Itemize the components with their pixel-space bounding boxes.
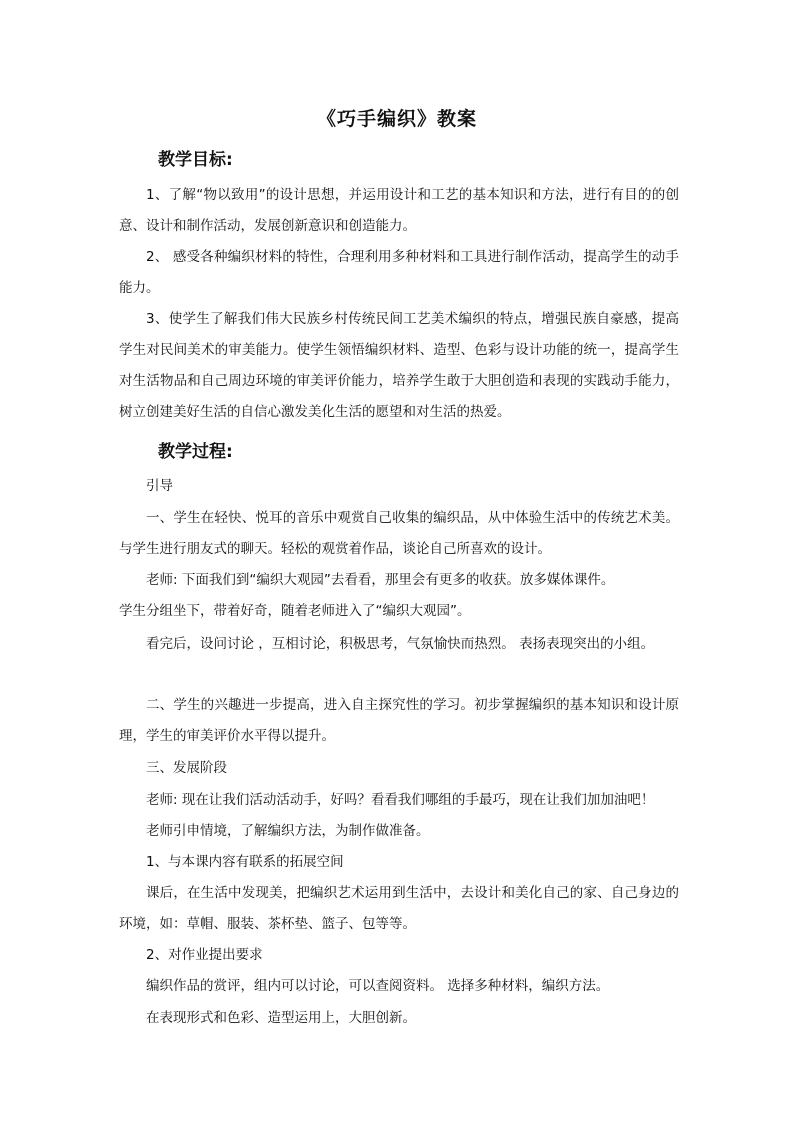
- extension-title: 1、与本课内容有联系的拓展空间: [146, 854, 344, 870]
- requirement-line-2: 在表现形式和色彩、造型运用上，大胆创新。: [146, 1010, 416, 1026]
- heading-teaching-goals: 教学目标:: [158, 150, 233, 170]
- step-2: 二、学生的兴趣进一步提高，进入自主探究性的学习。初步掌握编织的基本知识和设计原理，学生的审美评价水平得以提升。: [119, 697, 679, 744]
- step-3: 三、发展阶段: [146, 760, 227, 776]
- extension-body: 课后，在生活中发现美，把编织艺术运用到生活中，去设计和美化自己的家、自己身边的环境，如：草帽、服装、茶杯垫、篮子、包等等。: [119, 885, 679, 932]
- step-1: 一、学生在轻快、悦耳的音乐中观赏自己收集的编织品，从中体验生活中的传统艺术美。与学生进行朋友式的聊天。轻松的观赏着作品，谈论自己所喜欢的设计。: [119, 510, 679, 557]
- document-title: 《巧手编织》教案: [316, 108, 477, 130]
- after-view-line: 看完后，设问讨论 ，互相讨论，积极思考，气氛愉快而热烈。 表扬表现突出的小组。: [146, 636, 655, 652]
- goal-1: 1、了解“物以致用”的设计思想，并运用设计和工艺的基本知识和方法，进行有目的的创意、设计和制作活动，发展创新意识和创造能力。: [119, 187, 679, 234]
- goal-3: 3、使学生了解我们伟大民族乡村传统民间工艺美术编织的特点，增强民族自豪感，提高学生对民间美术的审美能力。使学生领悟编织材料、造型、色彩与设计功能的统一，提高学生对生活物品和自己周边环境的审美评价能力，培养学生敢于大胆创造和表现的实践动手能力，树立创建美好生活的自信心激发美化生活的愿望和对生活的热爱。: [119, 311, 679, 420]
- teacher-lead-line: 老师引申情境，了解编织方法，为制作做准备。: [146, 823, 430, 839]
- teacher-line-2: 老师: 现在让我们活动活动手，好吗？看看我们哪组的手最巧，现在让我们加加油吧！: [146, 792, 655, 808]
- requirement-line-1: 编织作品的赏评，组内可以讨论，可以查阅资料。 选择多种材料，编织方法。: [146, 978, 610, 994]
- teacher-line-1: 老师: 下面我们到“编织大观园”去看看，那里会有更多的收获。放多媒体课件。: [146, 572, 615, 588]
- goal-2: 2、 感受各种编织材料的特性，合理利用多种材料和工具进行制作活动，提高学生的动手能力。: [119, 249, 679, 296]
- students-sit-line: 学生分组坐下，带着好奇，随着老师进入了“编织大观园”。: [119, 603, 471, 619]
- requirement-title: 2、对作业提出要求: [146, 947, 263, 963]
- intro-label: 引导: [146, 478, 173, 494]
- heading-teaching-process: 教学过程:: [158, 442, 233, 462]
